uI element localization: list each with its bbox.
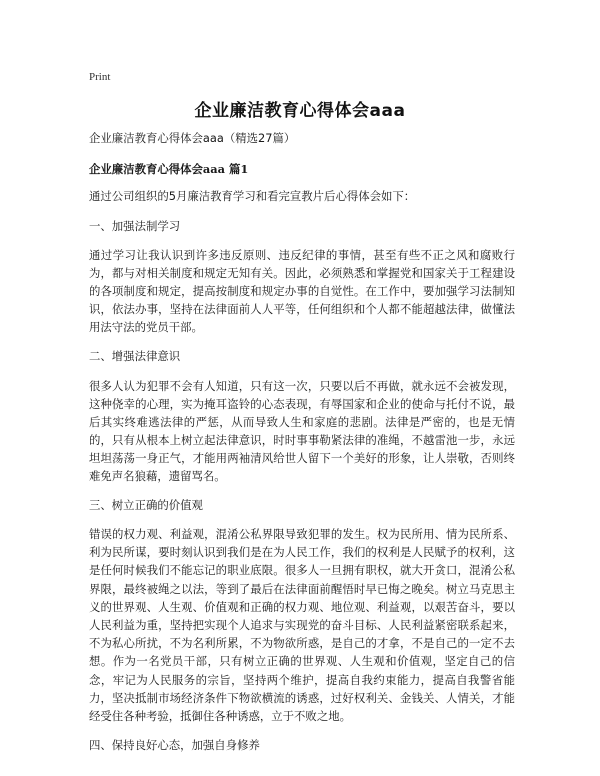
document-title: 企业廉洁教育心得体会aaa	[194, 101, 406, 121]
section-heading-2: 二、增强法律意识	[89, 349, 181, 363]
print-label: Print	[89, 71, 111, 83]
section-body-2: 很多人认为犯罪不会有人知道，只有这一次，只要以后不再做，就永远不会被发现，这种侥幸的心理，实为掩耳盗铃的心态表现，有辱国家和企业的使命与托付不说，最后其实终难逃法律的严惩，从而导致人生和家庭的悲剧。法律是严密的，也是无情的，只有从根本上树立起法律意识，时时事事勒紧法律的准绳，不越雷池一步，永远坦坦荡荡一身正气，才能用两袖清风给世人留下一个美好的形象，让人崇敬，否则终难免声名狼藉，遗留骂名。	[89, 378, 515, 483]
section-heading-4: 四、保持良好心态，加强自身修养	[89, 738, 260, 753]
section-body-1: 通过学习让我认识到许多违反原则、违反纪律的事情，甚至有些不正之风和腐败行为，都与对相关制度和规定无知有关。因此，必须熟悉和掌握党和国家关于工程建设的各项制度和规定，提高按制度和规定办事的自觉性。在工作中，要加强学习法制知识，依法办事，坚持在法律面前人人平等，任何组织和个人都不能超越法律，做懂法用法守法的党员干部。	[89, 248, 515, 334]
section-heading-1: 一、加强法制学习	[89, 218, 181, 233]
section-heading-3: 三、树立正确的价值观	[89, 497, 203, 512]
document-body	[89, 130, 515, 766]
intro-paragraph: 通过公司组织的5月廉洁教育学习和看完宣教片后心得体会如下：	[89, 189, 416, 203]
article-heading: 企业廉洁教育心得体会aaa 篇1	[89, 161, 249, 176]
document-subtitle: 企业廉洁教育心得体会aaa（精选27篇）	[89, 131, 296, 145]
section-body-3: 错误的权力观、利益观，混淆公私界限导致犯罪的发生。权为民所用、情为民所系、利为民所谋，要时刻认识到我们是在为人民工作，我们的权利是人民赋予的权利，这是任何时候我们不能忘记的职业底限。很多人一旦拥有职权，就大开贪口，混淆公私界限，最终被绳之以法，等到了最后在法律面前醒悟时早已悔之晚矣。树立马克思主义的世界观、人生观、价值观和正确的权力观、地位观、利益观，以艰苦奋斗，要以人民利益为重，坚持把实现个人追求与实现党的奋斗目标、人民利益紧密联系起来，不为私心所扰，不为名利所累，不为物欲所惑，是自己的才拿，不是自己的一定不去想。作为一名党员干部，只有树立正确的世界观、人生观和价值观，坚定自己的信念，牢记为人民服务的宗旨，坚持两个维护，提高自我约束能力，提高自我警省能力，坚决抵制市场经济条件下物欲横流的诱惑，过好权利关、金钱关、人情关，才能经受住各种考验，抵御住各种诱惑，立于不败之地。	[89, 527, 515, 724]
